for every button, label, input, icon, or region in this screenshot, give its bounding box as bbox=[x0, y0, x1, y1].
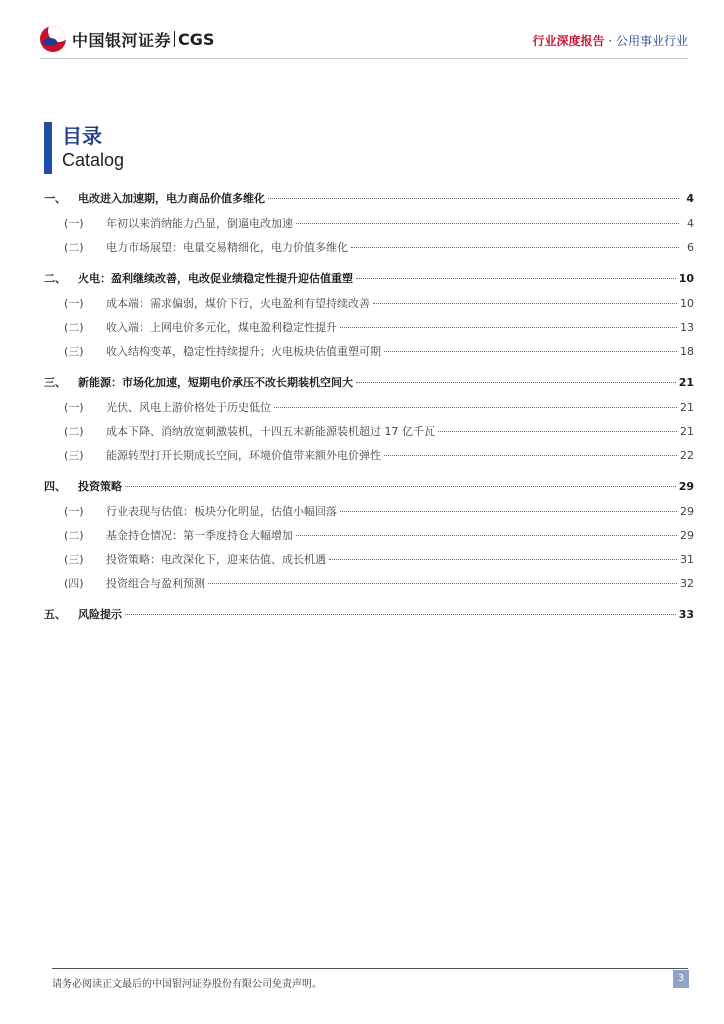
toc-subsection-entry[interactable] bbox=[44, 524, 694, 548]
logo-divider bbox=[174, 31, 175, 47]
toc-entry-label: 风险提示 bbox=[78, 608, 122, 621]
toc-entry-page: 10 bbox=[678, 272, 694, 285]
toc-entry-number: (二) bbox=[64, 241, 84, 254]
toc-dot-leader bbox=[356, 277, 676, 279]
report-category bbox=[532, 32, 688, 49]
logo-icon bbox=[40, 26, 66, 52]
toc-entry-label: 新能源：市场化加速，短期电价承压不改长期装机空间大 bbox=[78, 376, 353, 389]
toc-entry-label: 火电：盈利继续改善，电改促业绩稳定性提升迎估值重塑 bbox=[78, 272, 353, 285]
toc-entry-page: 29 bbox=[680, 529, 694, 542]
catalog-title-en: Catalog bbox=[62, 150, 125, 170]
page-number: 3 bbox=[673, 970, 689, 988]
toc-dot-leader bbox=[296, 222, 679, 224]
toc-entry-number: (一) bbox=[64, 297, 84, 310]
toc-subsection-entry[interactable] bbox=[44, 316, 694, 340]
toc-subsection-entry[interactable] bbox=[44, 548, 694, 572]
toc-section-entry[interactable] bbox=[44, 370, 694, 396]
toc-dot-leader bbox=[208, 582, 677, 584]
toc-entry-number: (三) bbox=[64, 553, 84, 566]
toc-entry-number: (二) bbox=[64, 425, 84, 438]
toc-dot-leader bbox=[438, 430, 677, 432]
toc-subsection-entry[interactable] bbox=[44, 500, 694, 524]
toc-dot-leader bbox=[384, 454, 677, 456]
toc-entry-label: 成本下降、消纳放宽刺激装机，十四五末新能源装机超过 17 亿千瓦 bbox=[106, 425, 435, 438]
toc-entry-label: 投资策略 bbox=[78, 480, 122, 493]
toc-dot-leader bbox=[268, 197, 679, 199]
toc-section-entry[interactable] bbox=[44, 186, 694, 212]
title-accent-bar bbox=[44, 122, 52, 174]
toc-entry-label: 光伏、风电上游价格处于历史低位 bbox=[106, 401, 271, 414]
industry-name: 公用事业行业 bbox=[615, 34, 688, 48]
company-logo bbox=[40, 26, 214, 52]
toc-dot-leader bbox=[329, 558, 677, 560]
toc-section-entry[interactable] bbox=[44, 474, 694, 500]
toc-subsection-entry[interactable] bbox=[44, 212, 694, 236]
header-divider bbox=[40, 58, 688, 59]
toc-entry-label: 电力市场展望：电量交易精细化，电力价值多维化 bbox=[106, 241, 348, 254]
page-header bbox=[0, 0, 724, 60]
catalog-title-cn: 目录 bbox=[62, 124, 102, 148]
toc-entry-page: 6 bbox=[687, 241, 694, 254]
toc-dot-leader bbox=[351, 246, 679, 248]
toc-dot-leader bbox=[356, 381, 676, 383]
toc-entry-number: (二) bbox=[64, 321, 84, 334]
toc-subsection-entry[interactable] bbox=[44, 340, 694, 364]
toc-entry-number: 五、 bbox=[44, 608, 66, 621]
toc-entry-number: 四、 bbox=[44, 480, 66, 493]
toc-section-entry[interactable] bbox=[44, 602, 694, 628]
toc-entry-number: (三) bbox=[64, 449, 84, 462]
toc-dot-leader bbox=[373, 302, 677, 304]
toc-entry-page: 29 bbox=[680, 505, 694, 518]
toc-dot-leader bbox=[296, 534, 677, 536]
toc-dot-leader bbox=[340, 510, 677, 512]
toc-section-entry[interactable] bbox=[44, 266, 694, 292]
toc-subsection-entry[interactable] bbox=[44, 420, 694, 444]
toc-entry-number: (二) bbox=[64, 529, 84, 542]
toc-entry-page: 22 bbox=[680, 449, 694, 462]
toc-dot-leader bbox=[340, 326, 677, 328]
footer-disclaimer: 请务必阅读正文最后的中国银河证券股份有限公司免责声明。 bbox=[52, 979, 322, 990]
toc-entry-number: (一) bbox=[64, 401, 84, 414]
toc-entry-label: 行业表现与估值：板块分化明显，估值小幅回落 bbox=[106, 505, 337, 518]
toc-subsection-entry[interactable] bbox=[44, 236, 694, 260]
toc-entry-page: 10 bbox=[680, 297, 694, 310]
toc-entry-number: (一) bbox=[64, 505, 84, 518]
logo-chinese-name: 中国银河证券 bbox=[72, 30, 172, 50]
toc-entry-page: 32 bbox=[680, 577, 694, 590]
toc-subsection-entry[interactable] bbox=[44, 572, 694, 596]
toc-entry-label: 投资策略：电改深化下，迎来估值、成长机遇 bbox=[106, 553, 326, 566]
toc-entry-label: 收入结构变革，稳定性持续提升；火电板块估值重塑可期 bbox=[106, 345, 381, 358]
table-of-contents bbox=[44, 186, 694, 628]
toc-entry-page: 13 bbox=[680, 321, 694, 334]
toc-entry-page: 21 bbox=[680, 401, 694, 414]
toc-entry-number: 一、 bbox=[44, 192, 66, 205]
toc-dot-leader bbox=[125, 613, 676, 615]
toc-dot-leader bbox=[384, 350, 677, 352]
toc-dot-leader bbox=[274, 406, 677, 408]
toc-subsection-entry[interactable] bbox=[44, 292, 694, 316]
logo-english-name: CGS bbox=[178, 29, 215, 49]
toc-subsection-entry[interactable] bbox=[44, 444, 694, 468]
toc-entry-page: 21 bbox=[680, 425, 694, 438]
toc-entry-label: 基金持仓情况：第一季度持仓大幅增加 bbox=[106, 529, 293, 542]
toc-entry-label: 电改进入加速期，电力商品价值多维化 bbox=[78, 192, 265, 205]
toc-entry-label: 投资组合与盈利预测 bbox=[106, 577, 205, 590]
toc-entry-label: 能源转型打开长期成长空间，环境价值带来额外电价弹性 bbox=[106, 449, 381, 462]
report-type: 行业深度报告 bbox=[532, 34, 605, 48]
toc-entry-page: 31 bbox=[680, 553, 694, 566]
toc-entry-label: 成本端：需求偏弱，煤价下行，火电盈利有望持续改善 bbox=[106, 297, 370, 310]
toc-subsection-entry[interactable] bbox=[44, 396, 694, 420]
toc-entry-number: (三) bbox=[64, 345, 84, 358]
toc-entry-number: 二、 bbox=[44, 272, 66, 285]
toc-entry-page: 18 bbox=[680, 345, 694, 358]
toc-entry-page: 33 bbox=[678, 608, 694, 621]
toc-entry-page: 29 bbox=[678, 480, 694, 493]
toc-entry-page: 4 bbox=[687, 217, 694, 230]
toc-entry-label: 收入端：上网电价多元化，煤电盈利稳定性提升 bbox=[106, 321, 337, 334]
toc-dot-leader bbox=[125, 485, 676, 487]
toc-entry-label: 年初以来消纳能力凸显，倒逼电改加速 bbox=[106, 217, 293, 230]
toc-entry-number: (四) bbox=[64, 577, 84, 590]
header-separator: · bbox=[608, 34, 613, 48]
toc-entry-page: 4 bbox=[686, 192, 694, 205]
toc-entry-number: 三、 bbox=[44, 376, 66, 389]
toc-entry-page: 21 bbox=[678, 376, 694, 389]
footer-divider bbox=[52, 968, 688, 969]
toc-entry-number: (一) bbox=[64, 217, 84, 230]
